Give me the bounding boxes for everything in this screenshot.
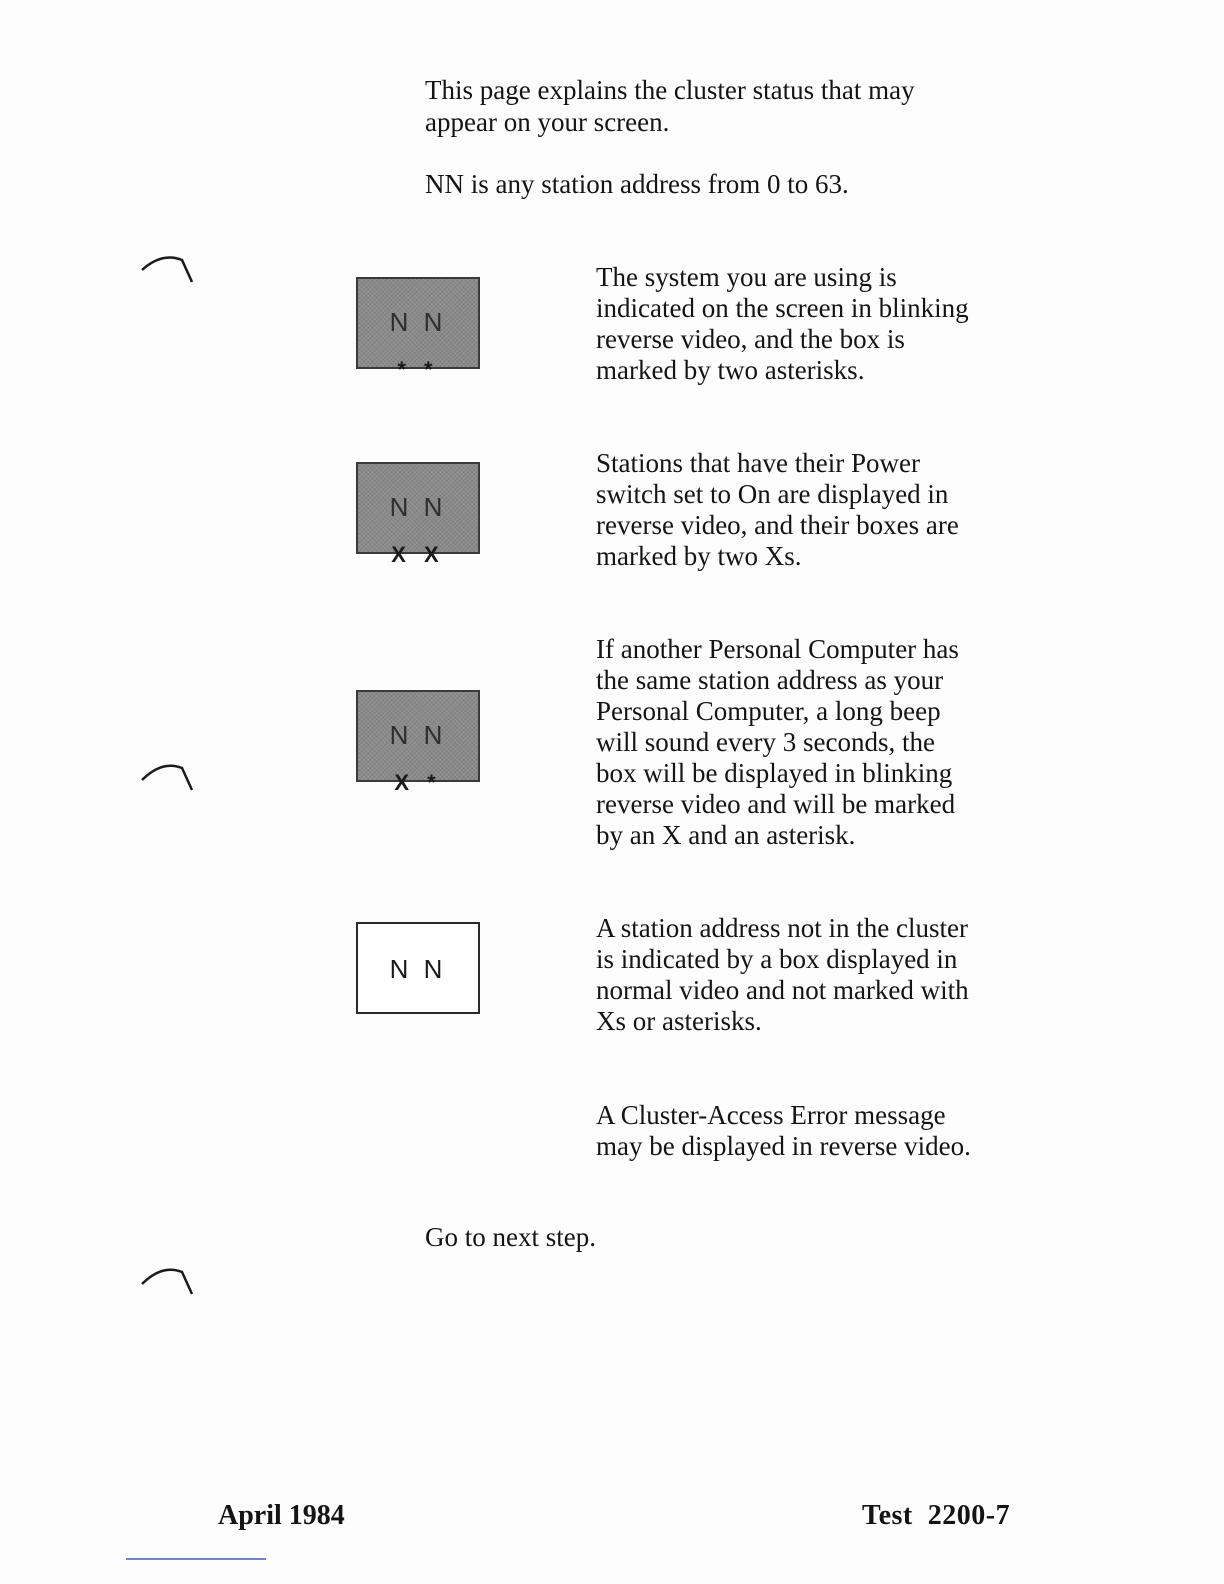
box-station-label: N N [389,492,447,522]
status-box-not-in-cluster [356,922,480,1014]
box-marks-xs: X X [391,542,445,567]
description-line: A Cluster-Access Error message [596,1100,946,1130]
description-line: reverse video, and their boxes are [596,510,959,540]
intro-line-2: appear on your screen. [425,107,670,137]
binder-hole-mark-top [138,252,198,286]
description-line: switch set to On are displayed in [596,479,949,509]
box-station-label: N N [389,720,447,750]
description-line: the same station address as your [596,665,944,695]
description-line: Personal Computer, a long beep [596,696,941,726]
description-line: marked by two asterisks. [596,355,865,385]
description-current-system [596,262,1036,386]
box-marks-asterisks: * * [397,357,439,382]
description-line: Stations that have their Power [596,448,920,478]
intro-line-1: This page explains the cluster status that may [425,75,915,105]
description-line: normal video and not marked with [596,975,969,1005]
status-box-current-system [356,277,480,382]
station-address-note: NN is any station address from 0 to 63. [425,169,849,199]
description-line: marked by two Xs. [596,541,802,571]
box-station-label: N N [389,307,447,337]
description-line: indicated on the screen in blinking [596,293,969,323]
description-not-in-cluster [596,913,1036,1037]
footer-test-id: Test 2200-7 [862,1500,1011,1531]
description-line: reverse video and will be marked [596,789,956,819]
status-box-powered-station [356,462,480,567]
footer-date: April 1984 [218,1500,345,1531]
box-station-label: N N [389,954,447,984]
description-line: Xs or asterisks. [596,1006,762,1036]
binder-hole-mark-middle [138,758,198,792]
cluster-access-error-note [596,1100,1036,1162]
bottom-edge-rule [126,1558,266,1560]
description-line: may be displayed in reverse video. [596,1131,971,1161]
description-line: will sound every 3 seconds, the [596,727,935,757]
description-duplicate-address [596,634,1036,851]
description-line: is indicated by a box displayed in [596,944,958,974]
description-line: If another Personal Computer has [596,634,959,664]
description-line: by an X and an asterisk. [596,820,856,850]
description-powered-station [596,448,1036,572]
status-box-duplicate-address [356,690,480,795]
description-line: box will be displayed in blinking [596,758,953,788]
box-marks-x-asterisk: X * [394,770,442,795]
binder-hole-mark-bottom [138,1262,198,1296]
next-step-instruction: Go to next step. [425,1222,596,1252]
description-line: The system you are using is [596,262,897,292]
description-line: A station address not in the cluster [596,913,968,943]
description-line: reverse video, and the box is [596,324,905,354]
intro-paragraph [425,74,1025,138]
